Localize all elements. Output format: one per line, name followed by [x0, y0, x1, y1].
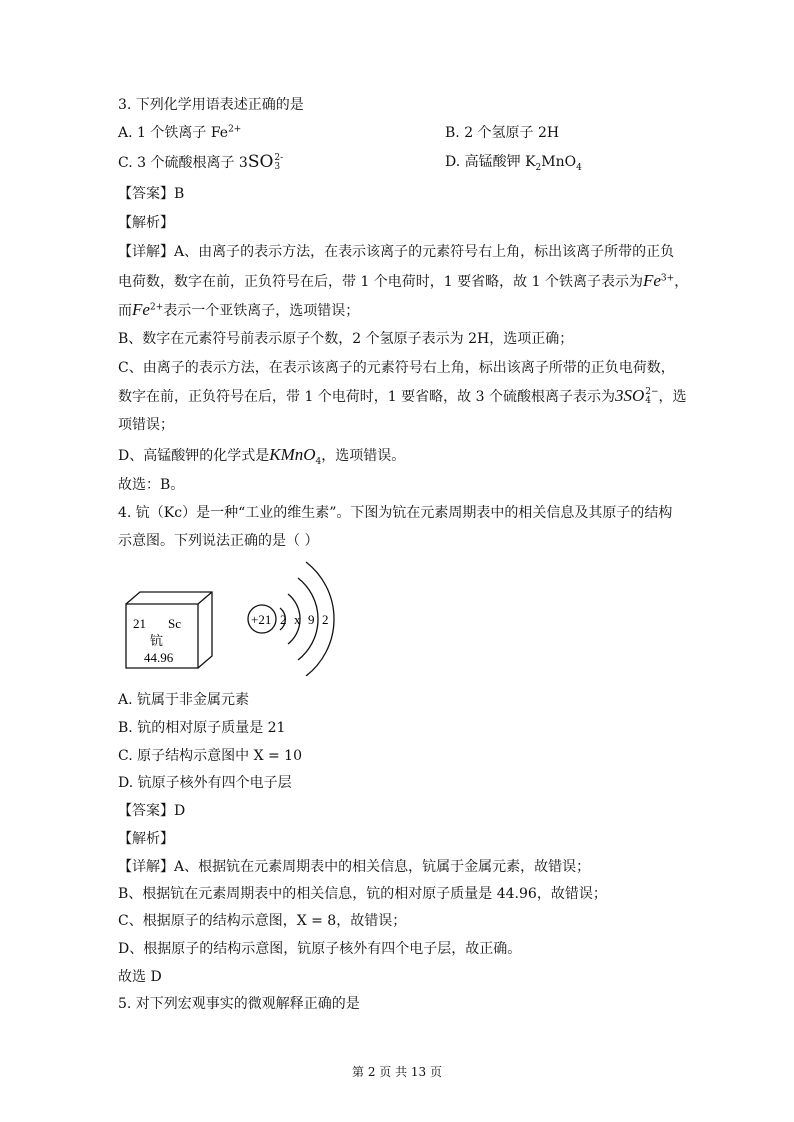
- q4-option-b: B. 钪的相对原子质量是 21: [118, 720, 286, 736]
- q3-detail-c-2: 数字在前，正负符号在后，带 1 个电荷时，1 要省略，故 3 个硫酸根离子表示为3SO 2− 4 ，选: [118, 386, 687, 406]
- q3-answer: 【答案】B: [118, 186, 185, 202]
- q4-option-a: A. 钪属于非金属元素: [118, 692, 250, 708]
- q3-detail-c-1: C、由离子的表示方法，在表示该离子的元素符号右上角，标出该离子所带的正负电荷数，: [118, 360, 675, 376]
- q4-detail-a: 【详解】A、根据钪在元素周期表中的相关信息，钪属于金属元素，故错误；: [118, 859, 591, 875]
- q3-detail-c-3: 项错误；: [118, 417, 174, 433]
- q3-option-d: D. 高锰酸钾 $K_2MnO_4$: [445, 154, 582, 173]
- q4-figure: [118, 556, 338, 680]
- q3-option-b: B. 2 个氢原子 2H: [445, 125, 560, 141]
- atomic-mass: 44.96: [144, 650, 174, 665]
- shell-2-count: x: [294, 612, 301, 627]
- shell-1-count: 2: [280, 612, 287, 627]
- q4-detail-c: C、根据原子的结构示意图，X = 8，故错误；: [118, 913, 407, 929]
- q4-stem-2: 示意图。下列说法正确的是（ ）: [118, 533, 319, 549]
- q3-detail-a-1: 【详解】A、由离子的表示方法，在表示该离子的元素符号右上角，标出该离子所带的正负: [118, 244, 675, 260]
- shell-3-count: 9: [308, 612, 315, 627]
- q3-conclusion: 故选：B。: [118, 477, 185, 493]
- nuclear-charge: +21: [251, 612, 272, 627]
- q4-option-c: C. 原子结构示意图中 X = 10: [118, 748, 302, 764]
- q4-analysis-heading: 【解析】: [118, 831, 174, 847]
- q4-option-d: D. 钪原子核外有四个电子层: [118, 775, 292, 791]
- q3-detail-d: D、高锰酸钾的化学式是KMnO$_4$，选项错误。: [118, 445, 406, 467]
- q3-option-a: A. 1 个铁离子 $Fe^{2+}$: [118, 124, 242, 141]
- q4-stem-1: 4. 钪（Kc）是一种“工业的维生素”。下图为钪在元素周期表中的相关信息及其原子的结构: [118, 505, 673, 521]
- page-footer: 第 2 页 共 13 页: [352, 1065, 442, 1079]
- shell-4-count: 2: [322, 612, 329, 627]
- element-symbol: Sc: [168, 616, 181, 631]
- q5-stem: 5. 对下列宏观事实的微观解释正确的是: [118, 996, 360, 1012]
- q3-detail-a-2: 电荷数，数字在前，正负符号在后，带 1 个电荷时，1 要省略，故 1 个铁离子表示为$Fe^{3+}$，: [118, 271, 689, 290]
- q4-detail-d: D、根据原子的结构示意图，钪原子核外有四个电子层，故正确。: [118, 941, 522, 957]
- q4-conclusion: 故选 D: [118, 969, 162, 985]
- q4-answer: 【答案】D: [118, 803, 186, 819]
- q3-detail-a-3: 而$Fe^{2+}$表示一个亚铁离子，选项错误；: [118, 300, 360, 319]
- element-name: 钪: [150, 634, 164, 649]
- q3-detail-b: B、数字在元素符号前表示原子个数，2 个氢原子表示为 2H，选项正确；: [118, 331, 574, 347]
- q3-option-c: C. 3 个硫酸根离子 3SO 2- 3: [118, 152, 284, 172]
- q4-detail-b: B、根据钪在元素周期表中的相关信息，钪的相对原子质量是 44.96，故错误；: [118, 886, 607, 902]
- q3-analysis-heading: 【解析】: [118, 215, 174, 231]
- atomic-number: 21: [133, 616, 146, 631]
- scandium-diagram: [118, 556, 338, 676]
- q3-stem: 3. 下列化学用语表述正确的是: [118, 97, 304, 113]
